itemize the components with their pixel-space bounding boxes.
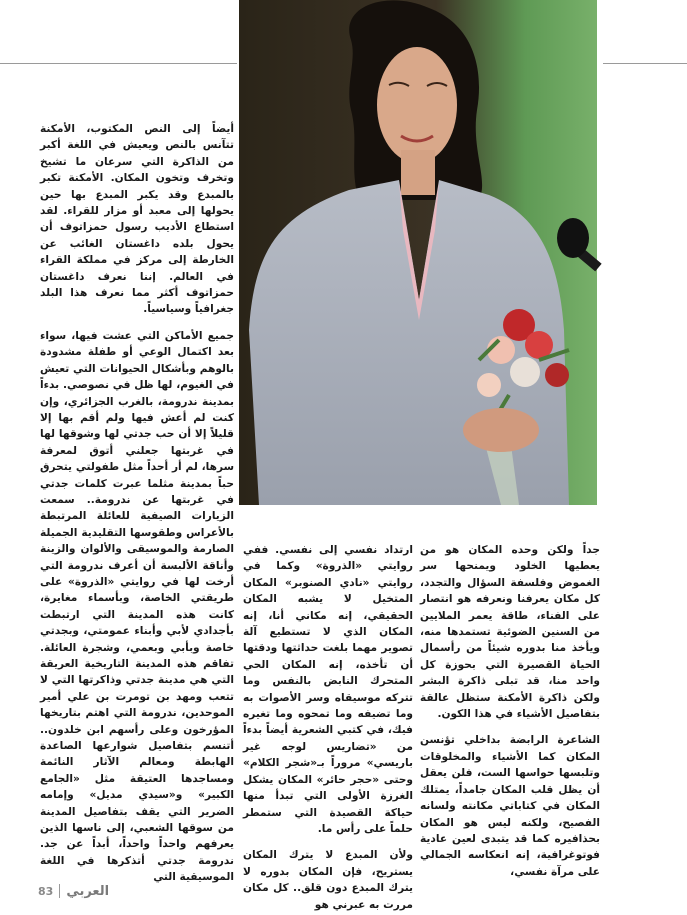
paragraph: ولأن المبدع لا يترك المكان يستريح، فإن المكان بدوره لا يترك المبدع دون قلق.. كل مكان مررت به عبرني هو (243, 849, 413, 911)
woman-portrait-photo (239, 0, 597, 505)
paragraph: جميع الأماكن التي عشت فيها، سواء بعد اكتمال الوعي أو طفلة مشدودة بالوهم وبأشكال الحيوانات التي تعيش في الغيوم، لها ظل في نصوصي. بدءاً بمدينة ندرومة، بالغرب الجزائري، وإن كنت لم أعش فيها ولم أقم بها إلا قليلاً إلا أن حب جدتي لها وشوقها لها في غربتها جعلني أتوق لمعرفة سرها، لم أر أحداً مثل طفولتي يتحرق حباً بمدينة مثلما عبرت كلمات جدتي في غربتها عن ندرومة.. سمعت الزيارات الصيفية للعائلة المرتبطة بالأعراس وطقوسها التقليدية الجميلة الصارمة والموسيقى والألوان والزينة وأناقة الألبسة أن أعرف ندرومة التي أرخت لها في روايتي «الذروة» على طريقتي الخاصة، وبأسماء مغايرة، كانت هذه المدينة التي ارتبطت بأجدادي لأبي وأبناء عمومتي، وبجدتي خاصة وبأبي وبعمي، وشجرة العائلة. تفاقم هذه المدينة التاريخية العريقة التي هي مدينة جدتي وذاكرتها التي لا تتعب ومهد بن تومرت بن علي أمير الموحدين، ندرومة التي اهتم بتاريخها المؤرخون وعلى رأسهم ابن خلدون.. أتنسم بتفاصيل شوارعها الصاعدة الهابطة ومعالم الآثار النائمة ومساجدها العتيقة مثل «الجامع الكبير» و«سيدي مديل» وإمامه الضرير التي يقف بتفاصيل المدينة من سوقها الشعبي، إلى ناسها الذين يعرفهم واحداً واحداً، أبداً عن جد. ندرومة جدتي أتذكرها في اللغة الموسيقية التي (40, 329, 234, 884)
magazine-name: العربي (66, 883, 110, 899)
page-footer (38, 881, 109, 901)
top-rule-right (603, 63, 687, 64)
divider (59, 884, 60, 898)
article-column-left (40, 121, 234, 884)
paragraph: جداً ولكن وحده المكان هو من يعطيها الخلود ويمنحها سر الغموض وفلسفة السؤال والتجدد، كل مكان يعرفنا ونعرفه هو انتصار على الفناء، طاقة يعمر الملايين من السنين الضوئية تستمدها منه، ويأخذ منا بدوره شيئاً من رأسمال الحياة القصيرة التي بحوزة كل واحد منا، قد تبلى ذاكرة البشر ولكن ذاكرة الأمكنة ستظل عالقة بتفاصيل الأشياء في هذا الكون. (420, 544, 600, 721)
paragraph: ارتداد نفسي إلى نفسي. ففي روايتي «الذروة» وكما في روايتي «نادي الصنوبر» المكان المتخيل لا يشبه المكان الحقيقي، إنه مكاني أنا، إنه المكان الذي لا تستطيع آلة تصوير مهما بلغت حداثتها ودقتها أن تأخذه، إنه المكان الحي المتحرك النابض بالنفس وما تتركه موسيقاه وسر الأصوات به وما تضيفه وما تمحوه وما تغيره فيك، في كتبي الشعرية أيضاً بدءاً من «تضاريس لوجه غير باريسي» مروراً بـ«شجر الكلام» وحتى «حجر حائر» المكان يشكل الغرزة الأولى التي تبدأ منها حياكة القصيدة التي ستمطر حلماً على رأس ما. (243, 544, 413, 835)
paragraph: أيضاً إلى النص المكتوب، الأمكنة تتآنس بالنص ويعيش في اللغة أكبر من الذاكرة التي سرعان ما تشيخ وتخرف وتخون المكان. الأمكنة تكبر بالمبدع وقد يكبر المبدع بها حين يحولها إلى معبد أو مزار للقراء. لقد استطاع الأديب رسول حمزاتوف أن يحول بلده داغستان الغائب عن الخارطة إلى مركز في مملكة القراء في العالم. إننا نعرف داغستان حمزاتوف أكثر مما نعرف هذا البلد جغرافياً وسياسياً. (40, 123, 234, 316)
article-column-right (420, 542, 600, 882)
page-number: 83 (38, 884, 54, 898)
top-rule-left (0, 63, 237, 64)
article-column-middle (243, 542, 413, 911)
paragraph: الشاعرة الرابضة بداخلي تؤنسن المكان كما الأشياء والمخلوقات وتلبسها حواسها الست، فلن يعقل أن يظل قلب المكان جامداً، يمتلك المكان في كتاباتي مكانته ولسانه الفصيح، ولكنه ليس هو المكان بحذافيره كما قد يتبدى لعين عادية فوتوغرافية، إنه انعكاسه الجمالي على مرآة نفسي، (420, 734, 600, 878)
